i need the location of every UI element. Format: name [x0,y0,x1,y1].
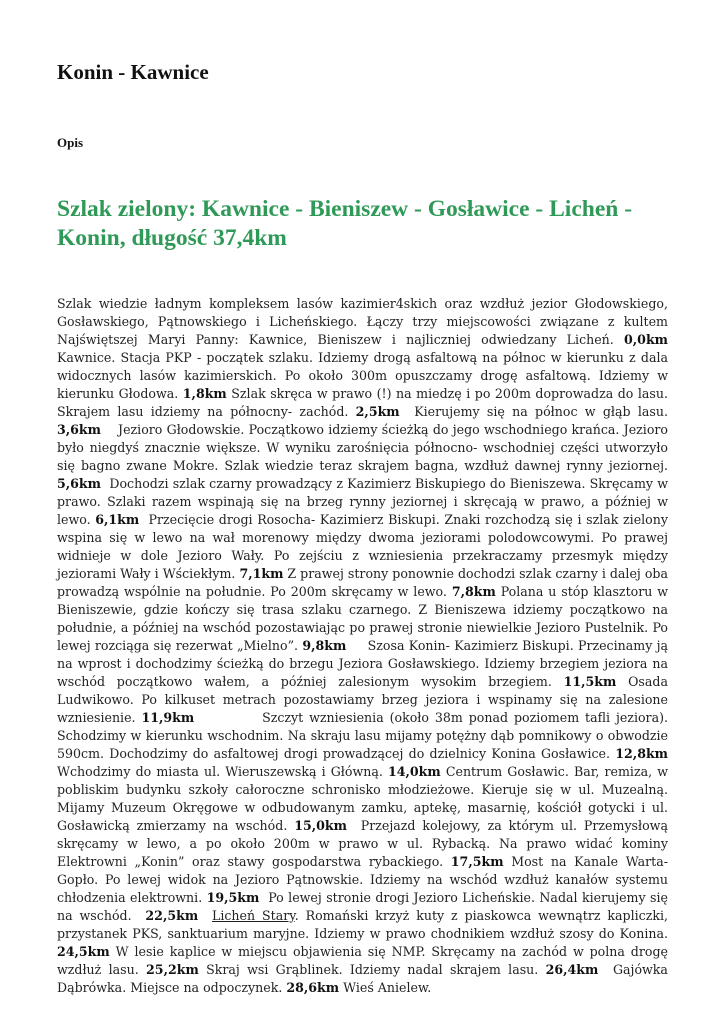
text-segment: Szczyt wzniesienia (około 38m ponad poziomem tafli jeziora). Schodzimy w kierunku wschodnim. Na skraju lasu mijamy potężny dąb pomnikowy o obwodzie 590cm. Dochodzimy do asfaltowej drogi prowadzącej do dzielnicy Konina Gosławice. [57,710,668,761]
distance-marker: 6,1km [95,512,140,527]
text-segment: Szlak skręca w prawo (!) na miedzę i po 200m doprowadza do lasu. Skrajem lasu idziemy na północny- zachód. [57,386,668,419]
text-segment: Wieś Anielew. [343,980,432,995]
text-segment: Z prawej strony ponownie dochodzi szlak czarny i dalej oba prowadzą wspólnie na południe. Po 200m skręcamy w lewo. [57,566,668,599]
text-segment: Kierujemy się na północ w głąb lasu. [414,404,668,419]
distance-marker: 24,5km [57,944,110,959]
lichen-stary-link[interactable]: Licheń Stary [211,908,295,923]
distance-marker: 12,8km [615,746,669,761]
section-label: Opis [57,135,84,150]
distance-marker: 9,8km [302,638,347,653]
distance-marker: 11,9km [141,710,195,725]
distance-marker: 15,0km [294,818,347,833]
text-segment: Szlak wiedzie ładnym kompleksem lasów kazimier4skich oraz wzdłuż jezior Głodowskiego, Gosławskiego, Pątnowskiego i Licheńskiego. Łączy trzy miejscowości związane z kultem Najświętszej Maryi Panny: Kawnice, Bieniszew i najliczniej odwiedzany Licheń. [57,296,668,347]
text-segment: Gajówka Dąbrówka. Miejsce na odpoczynek. [57,962,668,995]
distance-marker: 17,5km [450,854,504,869]
text-segment: Szosa Konin- Kazimierz Biskupi. Przecinamy ją na wprost i dochodzimy ścieżką do brzegu Jeziora Gosławskiego. Idziemy brzegiem jeziora na wschód początkowo wałem, a później zalesionym wysokim brzegiem. [57,638,668,689]
distance-marker: 0,0km [624,332,668,347]
trail-heading: Szlak zielony: Kawnice - Bieniszew - Gosławice - Licheń - Konin, długość 37,4km [57,196,633,251]
distance-marker: 26,4km [545,962,599,977]
text-segment: Polana u stóp klasztoru w Bieniszewie, gdzie kończy się trasa szlaku czarnego. Z Bieniszewa idziemy początkowo na południe, a później na wschód pozostawiając po prawej stronie niewielkie Jezioro Pustelnik. Po lewej rozciąga się rezerwat „Mielno”. [57,584,669,653]
text-segment: Przecięcie drogi Rosocha- Kazimierz Biskupi. Znaki rozchodzą się i szlak zielony wspina się w lewo na wał morenowy między dwoma jeziorami polodowcowymi. Po prawej widnieje w dole Jezioro Wały. Po zejściu z wzniesienia przekraczamy przesmyk między jeziorami Wały i Wściekłym. [57,512,668,581]
distance-marker: 7,1km [239,566,284,581]
page-title: Konin - Kawnice [57,60,209,84]
text-segment: Kawnice. Stacja PKP - początek szlaku. Idziemy drogą asfaltową na północ w kierunku z dala widocznych lasów kazimierskich. Po około 300m opuszczamy drogę asfaltową. Idziemy w kierunku Głodowa. [57,350,668,401]
distance-marker: 2,5km [355,404,400,419]
distance-marker: 11,5km [563,674,617,689]
distance-marker: 25,2km [146,962,199,977]
text-segment: Most na Kanale Warta- Gopło. Po lewej widok na Jezioro Pątnowskie. Idziemy na wschód wzdłuż kanałów systemu chłodzenia elektrowni. [57,854,668,905]
distance-marker: 3,6km [57,422,101,437]
distance-marker: 28,6km [286,980,340,995]
distance-marker: 14,0km [388,764,441,779]
text-segment: Centrum Gosławic. Bar, remiza, w pobliskim budynku szkoły całoroczne schronisko młodzieżowe. Kieruje się w ul. Muzealną. Mijamy Muzeum Okręgowe w odbudowanym zamku, aptekę, masarnię, kościół gotycki i ul. Gosławicką zmierzamy na wschód. [57,764,668,833]
text-segment: Jezioro Głodowskie. Początkowo idziemy ścieżką do jego wschodniego krańca. Jezioro było niegdyś znacznie większe. W wyniku zarośnięcia północno- wschodniej części utworzyło się bagno zwane Mokre. Szlak wiedzie teraz skrajem bagna, wzdłuż dawnej rynny jeziornej. [57,422,668,473]
distance-marker: 19,5km [206,890,260,905]
text-segment: . Romański krzyż kuty z piaskowca wewnątrz kapliczki, przystanek PKS, sanktuarium maryjne. Idziemy w prawo chodnikiem wzdłuż szosy do Konina. [57,908,668,941]
text-segment: Przejazd kolejowy, za którym ul. Przemysłową skręcamy w lewo, a po około 200m w prawo w ul. Rybacką. Na prawo widać kominy Elektrowni „Konin” oraz stawy gospodarstwa rybackiego. [57,818,668,869]
text-segment: Po lewej stronie drogi Jezioro Licheńskie. Nadal kierujemy się na wschód. [57,890,668,923]
text-segment: Osada Ludwikowo. Po kilkuset metrach pozostawiamy brzeg jeziora i wspinamy się na zalesione wzniesienie. [57,674,668,725]
distance-marker: 22,5km [145,908,199,923]
text-segment: Dochodzi szlak czarny prowadzący z Kazimierz Biskupiego do Bieniszewa. Skręcamy w prawo. Szlaki razem wspinają się na brzeg rynny jeziornej i skręcają w prawo, a później w lewo. [57,476,668,527]
trail-description [57,295,668,997]
distance-marker: 1,8km [182,386,227,401]
text-segment: Wchodzimy do miasta ul. Wieruszewską i Główną. [57,764,383,779]
text-segment: Skraj wsi Grąblinek. Idziemy nadal skrajem lasu. [206,962,539,977]
distance-marker: 7,8km [451,584,496,599]
distance-marker: 5,6km [57,476,101,491]
text-segment: W lesie kaplice w miejscu objawienia się NMP. Skręcamy na zachód w polna drogę wzdłuż lasu. [57,944,668,977]
